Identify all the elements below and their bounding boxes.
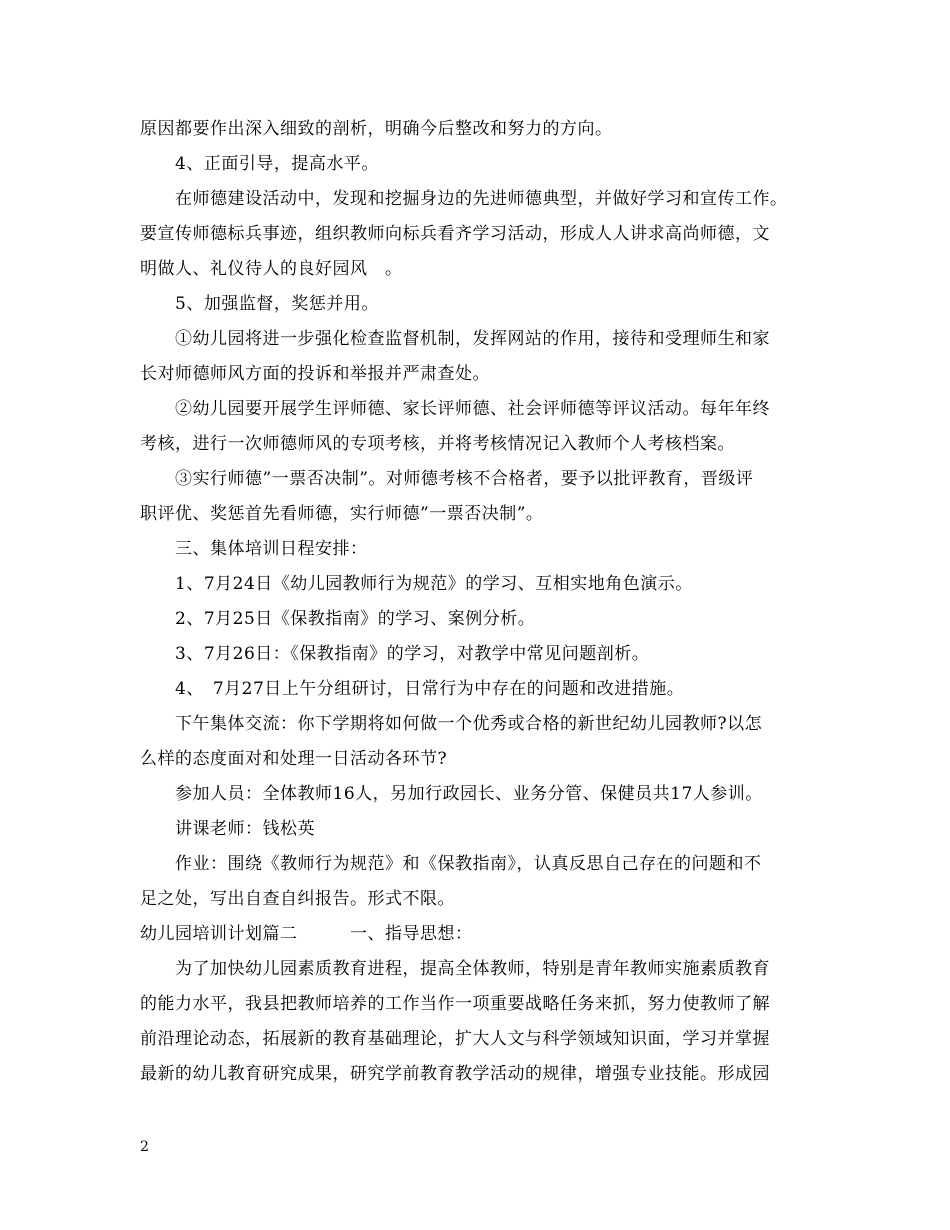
section-heading: 4、正面引导，提高水平。 bbox=[175, 154, 379, 174]
section-title: 幼儿园培训计划篇二 一、指导思想： bbox=[140, 924, 473, 944]
text-line: 职评优、奖惩首先看师德，实行师德”一票否决制”。 bbox=[140, 504, 544, 524]
schedule-item: 1、7月24日《幼儿园教师行为规范》的学习、互相实地角色演示。 bbox=[175, 574, 693, 594]
text-line: ①幼儿园将进一步强化检查监督机制，发挥网站的作用，接待和受理师生和家 bbox=[175, 329, 770, 349]
text-line: ③实行师德”一票否决制”。对师德考核不合格者，要予以批评教育，晋级评 bbox=[175, 469, 754, 489]
text-line: 要宣传师德标兵事迹，组织教师向标兵看齐学习活动，形成人人讲求高尚师德，文 bbox=[140, 224, 770, 244]
text-line: 下午集体交流：你下学期将如何做一个优秀或合格的新世纪幼儿园教师?以怎 bbox=[175, 714, 763, 734]
text-line: 在师德建设活动中，发现和挖掘身边的先进师德典型，并做好学习和宣传工作。 bbox=[175, 189, 788, 209]
text-line: 明做人、礼仪待人的良好园风 。 bbox=[140, 259, 403, 279]
text-line: 么样的态度面对和处理一日活动各环节? bbox=[140, 749, 448, 769]
text-line: 讲课老师：钱松英 bbox=[175, 819, 315, 839]
text-line: 作业：围绕《教师行为规范》和《保教指南》，认真反思自己存在的问题和不 bbox=[175, 854, 762, 874]
section-heading: 5、加强监督，奖惩并用。 bbox=[175, 294, 379, 314]
text-line: 最新的幼儿教育研究成果，研究学前教育教学活动的规律，增强专业技能。形成园 bbox=[140, 1064, 770, 1084]
schedule-item: 3、7月26日：《保教指南》的学习，对教学中常见问题剖析。 bbox=[175, 644, 650, 664]
section-heading: 三、集体培训日程安排： bbox=[175, 539, 368, 559]
page-number: 2 bbox=[140, 1139, 149, 1155]
text-line: 足之处，写出自查自纠报告。形式不限。 bbox=[140, 889, 455, 909]
text-line: 长对师德师风方面的投诉和举报并严肃查处。 bbox=[140, 364, 490, 384]
text-line: 的能力水平，我县把教师培养的工作当作一项重要战略任务来抓，努力使教师了解 bbox=[140, 994, 770, 1014]
text-line: 前沿理论动态，拓展新的教育基础理论，扩大人文与科学领域知识面，学习并掌握 bbox=[140, 1029, 770, 1049]
schedule-item: 4、 7月27日上午分组研讨，日常行为中存在的问题和改进措施。 bbox=[175, 679, 685, 699]
schedule-item: 2、7月25日《保教指南》的学习、案例分析。 bbox=[175, 609, 536, 629]
text-line: ②幼儿园要开展学生评师德、家长评师德、社会评师德等评议活动。每年年终 bbox=[175, 399, 770, 419]
text-line: 为了加快幼儿园素质教育进程，提高全体教师，特别是青年教师实施素质教育 bbox=[175, 959, 770, 979]
text-line: 原因都要作出深入细致的剖析，明确今后整改和努力的方向。 bbox=[140, 119, 613, 139]
text-line: 考核，进行一次师德师风的专项考核，并将考核情况记入教师个人考核档案。 bbox=[140, 434, 735, 454]
text-line: 参加人员：全体教师16人，另加行政园长、业务分管、保健员共17人参训。 bbox=[175, 784, 763, 804]
